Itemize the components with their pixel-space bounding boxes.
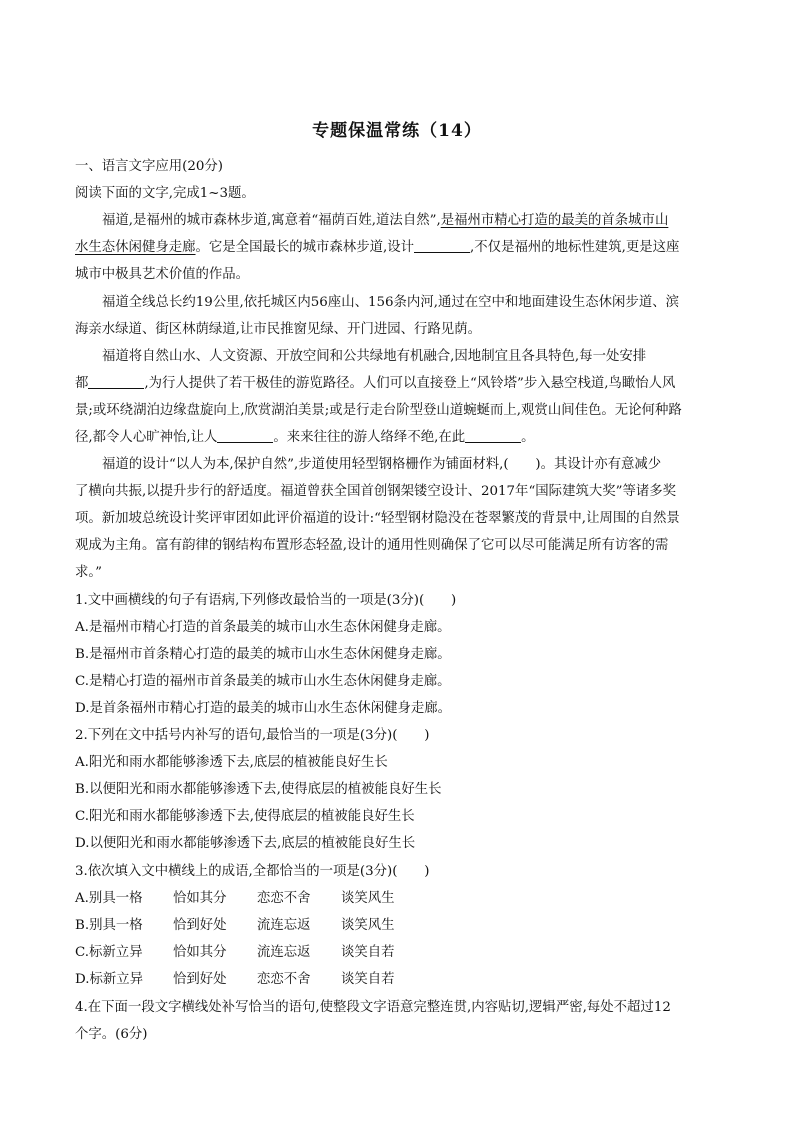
question-3-option-c	[75, 941, 725, 960]
para1-line2	[75, 236, 725, 255]
para4-line3: 项。新加坡总统设计奖评审团如此评价福道的设计:“轻型钢材隐没在苍翠繁茂的背景中,让周围的自然景	[75, 511, 680, 526]
para2-line1: 福道全线总长约19公里,依托城区内56座山、156条内河,通过在空中和地面建设生态休闲步道、滨	[102, 295, 679, 310]
question-1-option-c: C.是精心打造的福州市首条最美的城市山水生态休闲健身走廊。	[75, 674, 451, 689]
option-word: 谈笑风生	[341, 918, 395, 933]
question-4-stem-line2: 个字。(6分)	[75, 1027, 148, 1042]
reading-instruction: 阅读下面的文字,完成1~3题。	[75, 186, 255, 201]
page-title: 专题保温常练（14）	[312, 121, 482, 141]
question-3-stem: 3.依次填入文中横线上的成语,全都恰当的一项是(3分)( )	[75, 864, 430, 879]
para4-line4: 观成为主角。富有韵律的钢结构布置形态轻盈,设计的通用性则确保了它可以尽可能满足所有访客的需	[75, 538, 669, 553]
underlined-sentence-part1: 是福州市精心打造的最美的首条城市山	[440, 213, 669, 228]
fill-blank-1	[414, 239, 470, 253]
question-1-option-d: D.是首条福州市精心打造的最美的城市山水生态休闲健身走廊。	[75, 701, 452, 716]
option-word: C.标新立异	[75, 945, 143, 960]
option-word: 谈笑自若	[341, 972, 395, 987]
para3-text-b: ,为行人提供了若干极佳的游览路径。人们可以直接登上“风铃塔”步入悬空栈道,鸟瞰怡人风	[144, 376, 676, 391]
para4-line2: 了横向共振,以提升步行的舒适度。福道曾获全国首创钢架镂空设计、2017年“国际建筑大奖”等诸多奖	[75, 484, 677, 499]
option-word: D.标新立异	[75, 972, 144, 987]
option-word: A.别具一格	[75, 891, 143, 906]
question-4-stem-line1: 4.在下面一段文字横线处补写恰当的语句,使整段文字语意完整连贯,内容贴切,逻辑严密,每处不超过12	[75, 1000, 671, 1015]
question-1-option-b: B.是福州市首条精心打造的最美的城市山水生态休闲健身走廊。	[75, 647, 451, 662]
question-2-stem: 2.下列在文中括号内补写的语句,最恰当的一项是(3分)( )	[75, 728, 430, 743]
option-word: 谈笑自若	[341, 945, 395, 960]
para4-line5: 求。”	[75, 565, 102, 580]
question-1-stem: 1.文中画横线的句子有语病,下列修改最恰当的一项是(3分)( )	[75, 593, 457, 608]
para2-line2: 海亲水绿道、街区林荫绿道,让市民推窗见绿、开门进园、行路见荫。	[75, 322, 481, 337]
option-word: 恋恋不舍	[257, 972, 311, 987]
option-word: 流连忘返	[257, 918, 311, 933]
question-2-option-a: A.阳光和雨水都能够渗透下去,底层的植被能良好生长	[75, 755, 388, 770]
question-3-option-a	[75, 887, 725, 906]
fill-blank-2	[88, 375, 144, 389]
para1-line1	[102, 209, 752, 228]
option-word: 谈笑风生	[341, 891, 395, 906]
para3-text-c: 径,都令人心旷神怡,让人	[75, 430, 218, 445]
option-word: 恋恋不舍	[257, 891, 311, 906]
question-3-option-d	[75, 968, 725, 987]
section-heading: 一、语言文字应用(20分)	[75, 159, 224, 174]
para3-text-d: 。来来往往的游人络绎不绝,在此	[273, 430, 466, 445]
question-1-option-a: A.是福州市精心打造的首条最美的城市山水生态休闲健身走廊。	[75, 620, 451, 635]
para1-line3: 城市中极具艺术价值的作品。	[75, 267, 250, 282]
para3-text-a: 都	[75, 376, 89, 391]
para1-text-d: 。它是全国最长的城市森林步道,设计	[195, 240, 415, 255]
para4-line1: 福道的设计“以人为本,保护自然”,步道使用轻型钢格栅作为铺面材料,( )。其设计亦有意减少	[102, 457, 662, 472]
para3-line1: 福道将自然山水、人文资源、开放空间和公共绿地有机融合,因地制宜且各具特色,每一处安排	[102, 349, 647, 364]
para3-line3: 景;或环绕湖泊边缘盘旋向上,欣赏湖泊美景;或是行走台阶型登山道蜿蜒而上,观赏山间佳色。无论何种路	[75, 403, 682, 418]
question-2-option-d: D.以便阳光和雨水都能够渗透下去,底层的植被能良好生长	[75, 836, 416, 851]
question-3-option-b	[75, 914, 725, 933]
para1-text-e: ,不仅是福州的地标性建筑,更是这座	[470, 240, 680, 255]
fill-blank-4	[465, 429, 521, 443]
fill-blank-3	[217, 429, 273, 443]
question-2-option-b: B.以便阳光和雨水都能够渗透下去,使得底层的植被能良好生长	[75, 782, 442, 797]
option-word: 恰如其分	[173, 945, 227, 960]
option-word: 恰如其分	[173, 891, 227, 906]
option-word: B.别具一格	[75, 918, 143, 933]
para3-text-e: 。	[521, 430, 535, 445]
question-2-option-c: C.阳光和雨水都能够渗透下去,使得底层的植被能良好生长	[75, 809, 415, 824]
option-word: 恰到好处	[173, 972, 227, 987]
para3-line4	[75, 426, 725, 445]
option-word: 流连忘返	[257, 945, 311, 960]
option-word: 恰到好处	[173, 918, 227, 933]
underlined-sentence-part2: 水生态休闲健身走廊	[75, 240, 196, 255]
para3-line2	[75, 372, 725, 391]
para1-text-a: 福道,是福州的城市森林步道,寓意着“福荫百姓,道法自然”,	[102, 213, 441, 228]
